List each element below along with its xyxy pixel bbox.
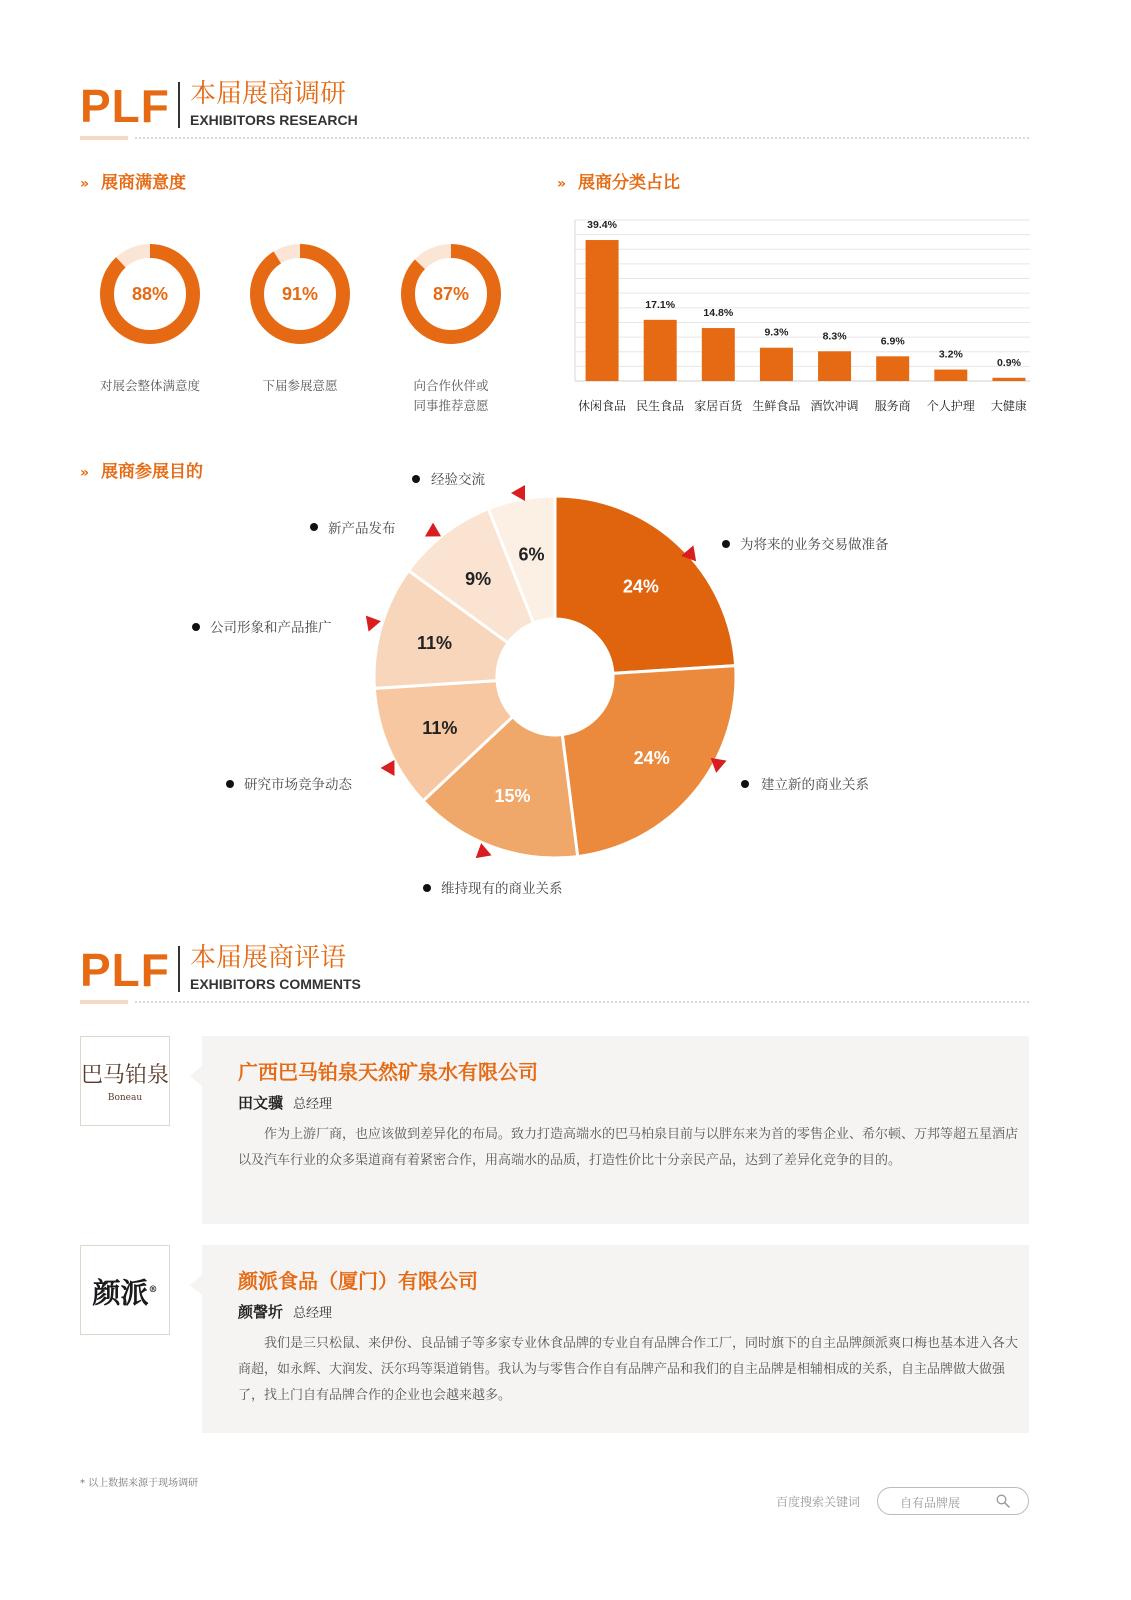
bar-value-label: 6.9% [880,335,905,348]
search-hint: 百度搜索关键词 [776,1495,861,1509]
pie-value-label: 11% [416,632,453,653]
category-label: 家居百货 [694,399,743,413]
category-label: 酒饮冲调 [810,399,859,413]
donut-label: 对展会整体满意度 [99,378,200,393]
bubble-tip [190,1275,202,1295]
pie-value-label: 24% [622,576,659,597]
company-name: 广西巴马铂泉天然矿泉水有限公司 [238,1060,538,1084]
dotted-rule [134,136,1029,141]
person-role: 总经理 [293,1306,333,1321]
legend-dot [310,523,318,531]
section-title-en: EXHIBITORS RESEARCH [190,112,358,128]
donut-value: 87% [432,284,470,304]
pie-category-label: 维持现有的商业关系 [441,881,563,897]
bar-value-label: 0.9% [996,356,1021,369]
pie-value-label: 15% [494,786,531,807]
person-name: 颜謦圻 总经理 [238,1303,333,1321]
header-divider [178,946,180,992]
category-label: 服务商 [874,399,911,413]
satisfaction-title: » 展商满意度 [80,173,187,193]
comment-card [80,1036,1029,1224]
satisfaction-donut [98,242,202,346]
donut-value: 88% [131,284,169,304]
comment-quote: 作为上游厂商，也应该做到差异化的布局。致力打造高端水的巴马柏泉目前与以胖东来为首的零售企业、希尔顿、万邦等超五星酒店以及汽车行业的众多渠道商有着紧密合作，用高端水的品质，打造性价比十分亲民产品，达到了差异化竞争的目的。 [238,1127,1019,1168]
legend-dot [192,623,200,631]
bar [934,370,967,381]
logo-underline [80,136,128,140]
section-title-cn: 本届展商评语 [190,943,347,973]
pie-category-label: 研究市场竞争动态 [244,777,352,793]
bar [876,356,909,381]
legend-dot [226,780,234,788]
pie-value-label: 6% [518,544,545,565]
bar [644,320,677,381]
plf-logo: PLF [80,944,170,996]
pie-value-label: 9% [465,568,492,589]
comment-card [80,1245,1029,1433]
pie-category-label: 经验交流 [431,472,485,488]
bar [992,378,1025,381]
category-title: » 展商分类占比 [557,173,681,193]
search-icon[interactable] [996,1494,1010,1508]
bar-value-label: 17.1% [645,298,676,311]
company-logo-yanpai: 颜派® [80,1245,170,1335]
pie-category-label: 新产品发布 [328,521,396,537]
section-title-en: EXHIBITORS COMMENTS [190,976,361,992]
company-logo-boneau: 巴马铂泉 Boneau [80,1036,170,1126]
bar [818,351,851,381]
logo-underline [80,1000,128,1004]
category-label: 生鲜食品 [752,399,801,413]
legend-dot [741,780,749,788]
bar-value-label: 9.3% [764,326,789,339]
chevron-right-icon: » [80,465,90,481]
donut-value: 91% [281,284,319,304]
category-label: 大健康 [990,399,1027,413]
legend-dot [412,475,420,483]
search-keyword: 自有品牌展 [900,1496,961,1510]
bar-value-label: 8.3% [822,330,847,343]
comment-bubble [202,1245,1029,1433]
plf-logo: PLF [80,80,170,132]
section-header-research [80,78,1029,148]
dotted-rule [134,1000,1029,1005]
pie-category-label: 公司形象和产品推广 [210,620,332,636]
bubble-tip [190,1066,202,1086]
chevron-right-icon: » [557,176,567,192]
section-title-cn: 本届展商调研 [190,79,347,109]
section-header-comments [80,942,1029,1012]
comment-bubble [202,1036,1029,1224]
person-role: 总经理 [293,1097,333,1112]
satisfaction-donut [399,242,503,346]
purpose-title: » 展商参展目的 [80,462,204,482]
donut-label: 下届参展意愿 [262,378,338,393]
pie-category-label: 建立新的商业关系 [761,777,869,793]
legend-dot [722,540,730,548]
pie-value-label: 24% [633,747,670,768]
satisfaction-donut [248,242,352,346]
category-label: 个人护理 [926,399,975,413]
purpose-donut-chart [0,455,1131,915]
pointer-triangle [361,616,381,635]
pie-category-label: 为将来的业务交易做准备 [740,537,889,553]
chevron-right-icon: » [80,176,90,192]
legend-dot [423,884,431,892]
category-label: 休闲食品 [578,399,627,413]
donut-label: 向合作伙伴或 同事推荐意愿 [413,378,489,413]
header-divider [178,82,180,128]
bar-value-label: 14.8% [703,307,734,320]
category-label: 民生食品 [636,399,685,413]
comment-quote: 我们是三只松鼠、来伊份、良品铺子等多家专业休食品牌的专业自有品牌合作工厂，同时旗下的自主品牌颜派爽口梅也基本进入各大商超，如永辉、大润发、沃尔玛等渠道销售。我认为与零售合作自有品牌产品和我们的自主品牌是相辅相成的关系，自主品牌做大做强了，找上门自有品牌合作的企业也会越来越多。 [238,1336,1019,1403]
data-source-note: * 以上数据来源于现场调研 [80,1478,199,1489]
category-bar-chart [555,210,1035,425]
search-box[interactable] [877,1487,1029,1515]
bar-value-label: 3.2% [938,348,963,361]
pie-value-label: 11% [422,717,458,738]
person-name: 田文骥 总经理 [238,1094,333,1112]
company-name: 颜派食品（厦门）有限公司 [238,1269,478,1293]
bar-value-label: 39.4% [587,219,617,232]
bar [760,348,793,381]
bar [702,328,735,381]
bar [586,240,619,381]
